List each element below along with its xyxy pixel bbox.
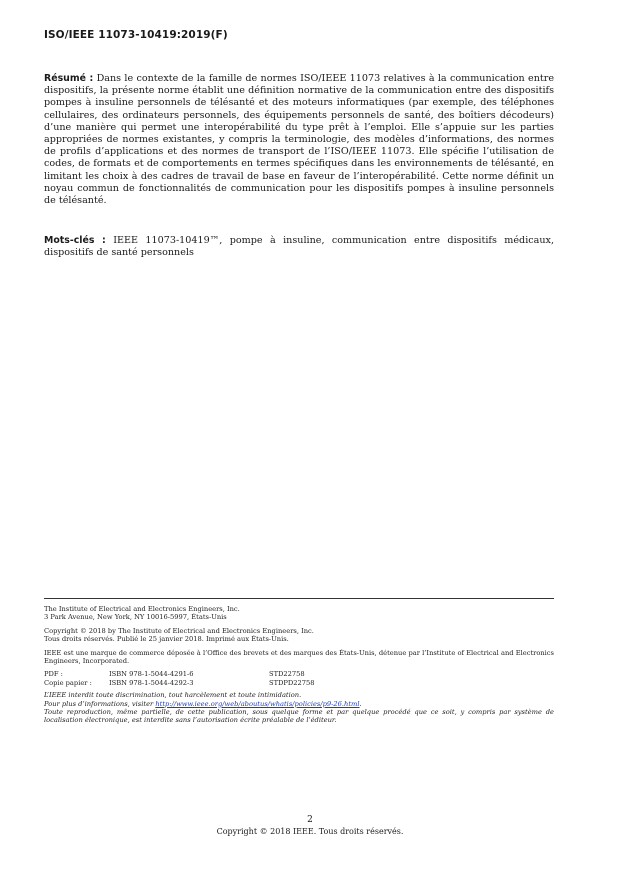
isbn-table xyxy=(44,670,315,687)
info-suffix: . xyxy=(359,699,362,708)
isbn-number: ISBN 978-1-5044-4292-3 xyxy=(109,678,194,687)
policy-link[interactable]: http://www.ieee.org/web/aboutus/whatis/policies/p9-26.html xyxy=(155,699,360,708)
keywords-text: IEEE 11073-10419™, pompe à insuline, communication entre dispositifs médicaux, dispositifs de santé personnels xyxy=(44,235,554,259)
page-number: 2 xyxy=(307,815,313,825)
isbn-format-label: Copie papier : xyxy=(44,678,92,687)
copyright-line: Copyright © 2018 by The Institute of Electrical and Electronics Engineers, Inc. xyxy=(44,626,314,635)
copyright-block xyxy=(44,627,554,644)
isbn-code: STD22758 xyxy=(269,670,305,679)
info-prefix: Pour plus d’informations, visiter xyxy=(44,699,156,708)
keywords-label: Mots-clés : xyxy=(44,235,106,246)
abstract-label: Résumé : xyxy=(44,73,94,84)
keywords-paragraph xyxy=(44,235,554,259)
footer xyxy=(44,605,554,730)
isbn-row-print xyxy=(44,679,315,687)
legal-notices xyxy=(44,691,554,725)
publisher-name: The Institute of Electrical and Electronics Engineers, Inc. xyxy=(44,605,240,613)
page-copyright: Copyright © 2018 IEEE. Tous droits réservés. xyxy=(216,827,404,836)
isbn-format-label: PDF : xyxy=(44,670,63,679)
isbn-row-pdf xyxy=(44,670,315,678)
trademark-notice: IEEE est une marque de commerce déposée à l’Office des brevets et des marques des États-Unis, détenue par l’Institute of Electrical and Electronics Engineers, Incorporated. xyxy=(44,648,554,666)
isbn-number: ISBN 978-1-5044-4291-6 xyxy=(109,670,194,679)
rights-line: Tous droits réservés. Publié le 25 janvier 2018. Imprimé aux États-Unis. xyxy=(44,635,289,644)
abstract-text: Dans le contexte de la famille de normes ISO/IEEE 11073 relatives à la communication entre dispositifs, la présente norme établit une définition normative de la communication entre des dispositifs pompes à insuline personnels de télésanté et des moteurs informatiques (par exemple, des téléphones cellulaires, des ordinateurs personnels, des équipements personnels de santé, des boîtiers décodeurs) d’une manière qui permet une interopérabilité du type prêt à l’emploi. Elle s’appuie sur les parties appropriées de normes existantes, y compris la terminologie, des modèles d’informations, des normes de profils d’applications et des normes de transport de l’ISO/IEEE 11073. Elle spécifie l’utilisation de codes, de formats et de comportements en termes spécifiques dans les environnements de télésanté, en limitant les choix à des cadres de travail de base en faveur de l’interopérabilité. Cette norme définit un noyau commun de fonctionnalités de communication pour les dispositifs pompes à insuline personnels de télésanté. xyxy=(44,73,554,207)
discrimination-notice: L’IEEE interdit toute discrimination, tout harcèlement et toute intimidation. xyxy=(44,691,302,700)
isbn-code: STDPD22758 xyxy=(269,678,315,687)
abstract-paragraph xyxy=(44,73,554,207)
reproduction-notice: Toute reproduction, même partielle, de cette publication, sous quelque forme et par quelque procédé que ce soit, y compris par système de localisation électronique, est interdite sans l’autorisation écrite préalable de l’éditeur. xyxy=(44,708,554,725)
document-header: ISO/IEEE 11073-10419:2019(F) xyxy=(44,29,228,41)
footer-divider xyxy=(44,598,554,599)
publisher-block xyxy=(44,605,554,622)
publisher-address: 3 Park Avenue, New York, NY 10016-5997, États-Unis xyxy=(44,613,227,622)
